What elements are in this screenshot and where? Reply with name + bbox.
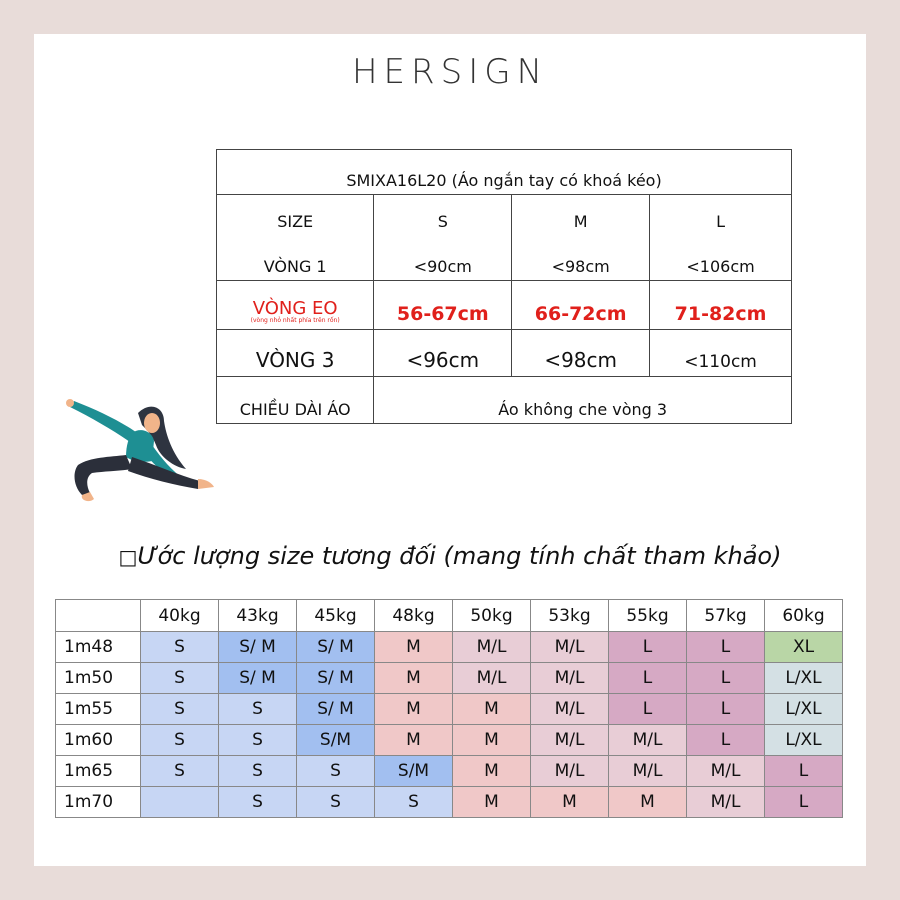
- size-cell: S/ M: [297, 632, 375, 663]
- size-cell: S/ M: [219, 663, 297, 694]
- height-label: 1m50: [56, 663, 141, 694]
- size-cell: M/L: [531, 756, 609, 787]
- size-estimate-table: [55, 599, 843, 818]
- weight-header: 40kg: [141, 600, 219, 632]
- height-label: 1m55: [56, 694, 141, 725]
- size-cell: M/L: [687, 756, 765, 787]
- weight-header: 43kg: [219, 600, 297, 632]
- size-cell: M/L: [453, 663, 531, 694]
- table-row: [56, 694, 843, 725]
- weight-header: 48kg: [375, 600, 453, 632]
- vong1-s: <90cm: [374, 235, 512, 281]
- size-cell: [141, 787, 219, 818]
- weight-header: 55kg: [609, 600, 687, 632]
- length-label: CHIỀU DÀI ÁO: [217, 377, 374, 424]
- size-cell: L: [687, 632, 765, 663]
- size-cell: L: [687, 663, 765, 694]
- vong3-l: <110cm: [650, 330, 792, 377]
- size-header: SIZE: [217, 195, 374, 236]
- size-l: L: [650, 195, 792, 236]
- height-label: 1m70: [56, 787, 141, 818]
- size-cell: M: [375, 694, 453, 725]
- size-cell: S: [141, 756, 219, 787]
- size-cell: L: [687, 694, 765, 725]
- vong3-s: <96cm: [374, 330, 512, 377]
- vong3-m: <98cm: [512, 330, 650, 377]
- size-cell: S: [141, 694, 219, 725]
- weight-header: 50kg: [453, 600, 531, 632]
- size-cell: L: [609, 632, 687, 663]
- size-cell: XL: [765, 632, 843, 663]
- vong-eo-l: 71-82cm: [650, 281, 792, 330]
- size-cell: L: [687, 725, 765, 756]
- height-label: 1m60: [56, 725, 141, 756]
- table-row: [56, 756, 843, 787]
- table-row: [56, 725, 843, 756]
- size-cell: M: [609, 787, 687, 818]
- size-cell: L: [609, 694, 687, 725]
- product-title: SMIXA16L20 (Áo ngắn tay có khoá kéo): [217, 150, 792, 195]
- vong1-l: <106cm: [650, 235, 792, 281]
- size-cell: S: [141, 725, 219, 756]
- size-cell: S: [219, 694, 297, 725]
- size-cell: L/XL: [765, 663, 843, 694]
- size-cell: S: [219, 787, 297, 818]
- size-cell: S: [219, 725, 297, 756]
- size-cell: M: [453, 694, 531, 725]
- vong1-m: <98cm: [512, 235, 650, 281]
- size-cell: M: [375, 632, 453, 663]
- size-cell: S: [297, 787, 375, 818]
- estimate-heading-text: Ước lượng size tương đối (mang tính chất tham khảo): [137, 542, 782, 570]
- yoga-woman-icon: [60, 395, 220, 505]
- corner-cell: [56, 600, 141, 632]
- size-cell: M/L: [531, 694, 609, 725]
- weight-header-row: [56, 600, 843, 632]
- size-cell: S: [375, 787, 453, 818]
- size-cell: S: [219, 756, 297, 787]
- size-cell: S/ M: [219, 632, 297, 663]
- size-cell: S/ M: [297, 694, 375, 725]
- size-cell: S: [297, 756, 375, 787]
- size-cell: M/L: [531, 632, 609, 663]
- size-s: S: [374, 195, 512, 236]
- size-cell: S/M: [375, 756, 453, 787]
- size-m: M: [512, 195, 650, 236]
- checkbox-glyph-icon: □: [118, 545, 138, 569]
- vong-eo-label-cell: [217, 281, 374, 330]
- estimate-heading: [0, 542, 900, 570]
- size-cell: M: [453, 756, 531, 787]
- size-cell: L: [765, 756, 843, 787]
- weight-header: 57kg: [687, 600, 765, 632]
- size-cell: M: [453, 725, 531, 756]
- size-cell: L: [765, 787, 843, 818]
- size-cell: S/ M: [297, 663, 375, 694]
- vong-eo-label: VÒNG EO: [252, 297, 338, 319]
- height-label: 1m65: [56, 756, 141, 787]
- table-row: [56, 632, 843, 663]
- vong3-label: VÒNG 3: [217, 330, 374, 377]
- table-row: [56, 663, 843, 694]
- size-cell: S: [141, 632, 219, 663]
- length-value: Áo không che vòng 3: [374, 377, 792, 424]
- product-size-table: [216, 149, 792, 424]
- weight-header: 60kg: [765, 600, 843, 632]
- vong1-label: VÒNG 1: [217, 235, 374, 281]
- weight-header: 53kg: [531, 600, 609, 632]
- vong-eo-s: 56-67cm: [374, 281, 512, 330]
- size-cell: M/L: [531, 663, 609, 694]
- vong-eo-note: (vòng nhỏ nhất phía trên rốn): [250, 317, 340, 325]
- size-cell: M/L: [453, 632, 531, 663]
- size-cell: M: [531, 787, 609, 818]
- table-row: [56, 787, 843, 818]
- size-cell: M: [453, 787, 531, 818]
- size-cell: S: [141, 663, 219, 694]
- size-cell: L/XL: [765, 725, 843, 756]
- brand-logo: HERSIGN: [351, 52, 549, 92]
- size-cell: M/L: [687, 787, 765, 818]
- height-label: 1m48: [56, 632, 141, 663]
- size-cell: M/L: [609, 756, 687, 787]
- vong-eo-m: 66-72cm: [512, 281, 650, 330]
- size-cell: M/L: [609, 725, 687, 756]
- size-cell: S/M: [297, 725, 375, 756]
- weight-header: 45kg: [297, 600, 375, 632]
- size-cell: L/XL: [765, 694, 843, 725]
- size-cell: M: [375, 725, 453, 756]
- size-cell: L: [609, 663, 687, 694]
- size-cell: M: [375, 663, 453, 694]
- size-cell: M/L: [531, 725, 609, 756]
